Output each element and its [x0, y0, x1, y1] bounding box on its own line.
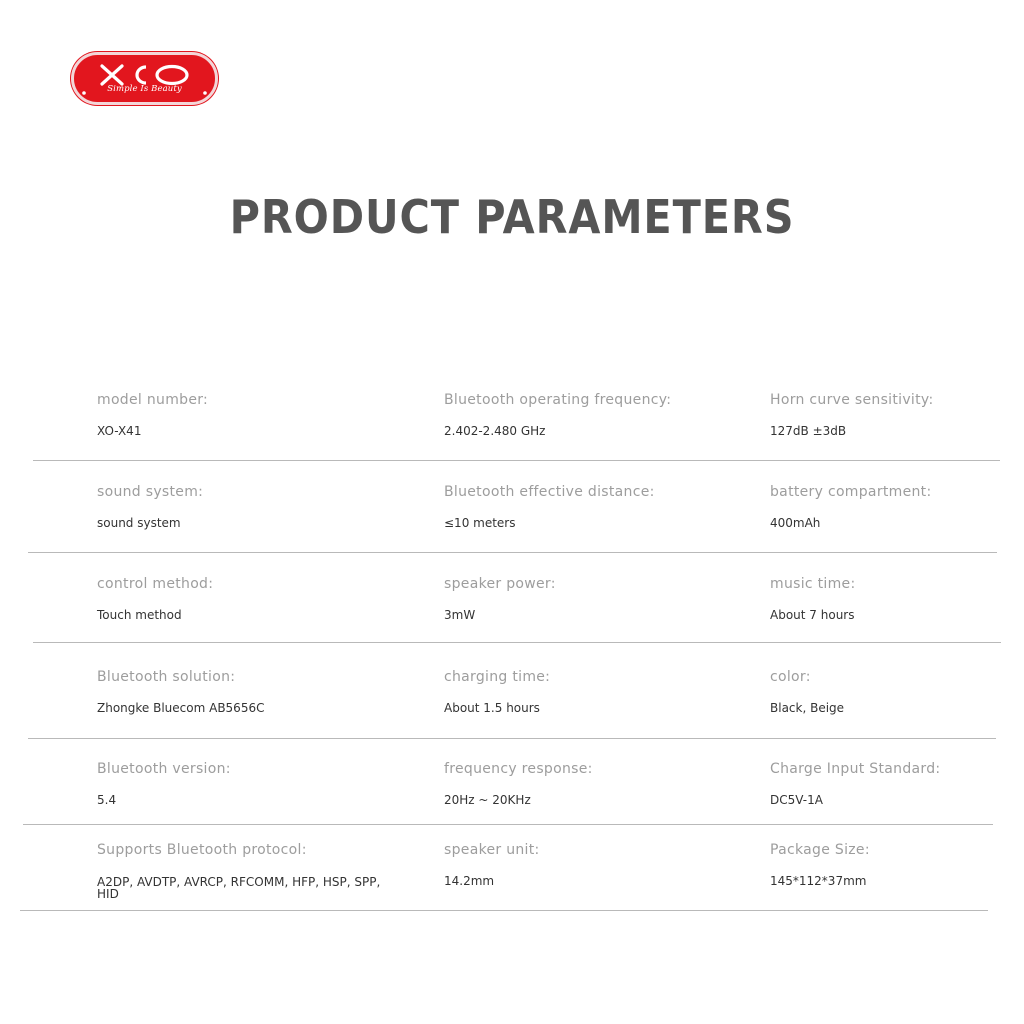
spec-value: Black, Beige: [770, 701, 845, 715]
spec-value: 127dB ±3dB: [770, 424, 847, 438]
spec-label: control method:: [97, 576, 214, 592]
spec-label: Bluetooth effective distance:: [444, 484, 655, 500]
spec-label: model number:: [97, 392, 209, 408]
spec-value: 2.402-2.480 GHz: [444, 424, 546, 438]
spec-label: speaker power:: [444, 576, 556, 592]
row-divider: [33, 642, 1001, 643]
spec-cell-horn-sensitivity: [770, 392, 934, 438]
brand-logo: [71, 52, 218, 105]
spec-value: ≤10 meters: [444, 516, 516, 530]
spec-value: sound system: [97, 516, 181, 530]
spec-row: [0, 576, 1024, 656]
spec-label: frequency response:: [444, 761, 593, 777]
spec-value: Zhongke Bluecom AB5656C: [97, 701, 265, 715]
spec-row: [0, 669, 1024, 749]
spec-label: Bluetooth operating frequency:: [444, 392, 672, 408]
spec-value: About 1.5 hours: [444, 701, 540, 715]
spec-value: 14.2mm: [444, 874, 495, 888]
spec-label: Bluetooth version:: [97, 761, 231, 777]
spec-cell-bluetooth-protocol: [97, 842, 397, 900]
xo-logo-mark: [74, 55, 215, 102]
spec-row: [0, 761, 1024, 841]
spec-cell-charging-time: [444, 669, 550, 715]
spec-cell-sound-system: [97, 484, 203, 530]
spec-cell-package-size: [770, 842, 870, 888]
spec-cell-operating-frequency: [444, 392, 671, 438]
spec-label: speaker unit:: [444, 842, 540, 858]
spec-value: 145*112*37mm: [770, 874, 867, 888]
row-divider: [20, 910, 988, 911]
spec-cell-bluetooth-version: [97, 761, 231, 807]
spec-cell-effective-distance: [444, 484, 655, 530]
spec-label: Horn curve sensitivity:: [770, 392, 934, 408]
spec-label: color:: [770, 669, 811, 685]
spec-cell-control-method: [97, 576, 213, 622]
spec-value: Touch method: [97, 608, 182, 622]
spec-label: Charge Input Standard:: [770, 761, 941, 777]
spec-value: 20Hz ~ 20KHz: [444, 793, 531, 807]
spec-cell-bluetooth-solution: [97, 669, 264, 715]
spec-label: Bluetooth solution:: [97, 669, 236, 685]
spec-label: battery compartment:: [770, 484, 932, 500]
row-divider: [33, 460, 1000, 461]
spec-cell-speaker-power: [444, 576, 556, 622]
spec-value: A2DP, AVDTP, AVRCP, RFCOMM, HFP, HSP, SPP, HID: [97, 875, 381, 901]
spec-label: Supports Bluetooth protocol:: [97, 842, 307, 858]
spec-cell-speaker-unit: [444, 842, 540, 888]
spec-value: 3mW: [444, 608, 476, 622]
row-divider: [23, 824, 993, 825]
brand-tagline: Simple Is Beauty: [107, 84, 182, 94]
spec-cell-charge-input: [770, 761, 940, 807]
spec-cell-music-time: [770, 576, 856, 622]
spec-label: sound system:: [97, 484, 204, 500]
page-title: PRODUCT PARAMETERS: [229, 190, 795, 244]
spec-cell-model-number: [97, 392, 208, 438]
spec-label: Package Size:: [770, 842, 870, 858]
spec-value: DC5V-1A: [770, 793, 823, 807]
spec-value: XO-X41: [97, 424, 142, 438]
spec-cell-color: [770, 669, 844, 715]
spec-label: music time:: [770, 576, 856, 592]
spec-cell-battery: [770, 484, 932, 530]
spec-value: 5.4: [97, 793, 117, 807]
spec-label: charging time:: [444, 669, 551, 685]
spec-value: About 7 hours: [770, 608, 855, 622]
row-divider: [28, 738, 996, 739]
row-divider: [28, 552, 997, 553]
spec-value: 400mAh: [770, 516, 821, 530]
spec-cell-frequency-response: [444, 761, 593, 807]
